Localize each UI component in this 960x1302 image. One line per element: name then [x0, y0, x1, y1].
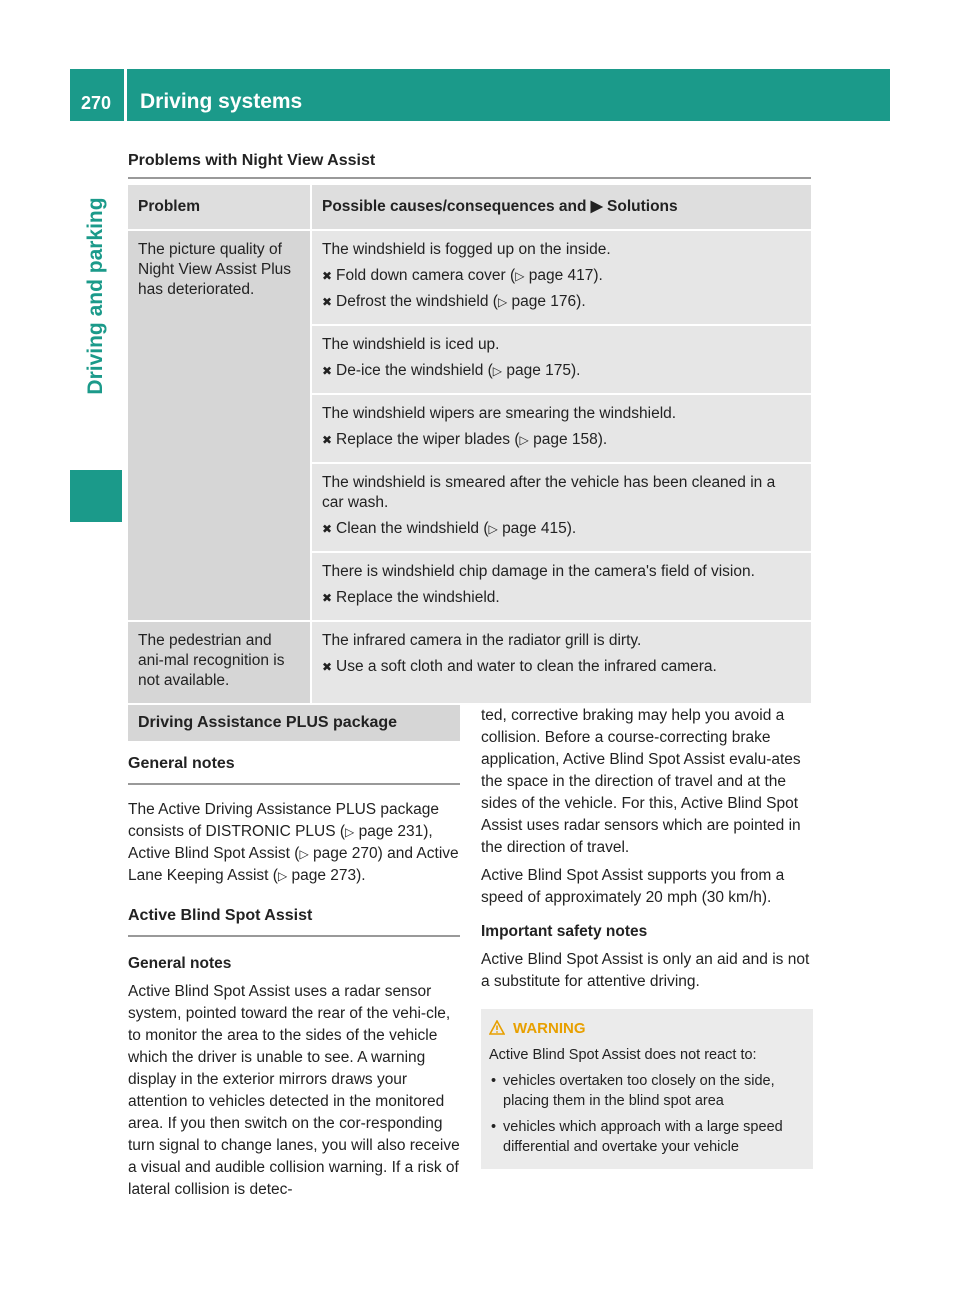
table-row: [128, 622, 811, 705]
warning-triangle-icon: [489, 1020, 505, 1035]
page-ref-icon: ▷: [299, 847, 309, 861]
blind-spot-text: Active Blind Spot Assist uses a radar sensor system, pointed toward the rear of the vehi-cle, to monitor the area to the sides of the vehicle which the driver is unable to see. A warning display in the exterior mirrors draws your attention to vehicles detected in the monitored area. If you then switch on the cor-responding turn signal to change lanes, you will also receive a visual and audible collision warning. If a risk of lateral collision is detec-: [128, 983, 460, 1198]
section-rule: [128, 177, 811, 179]
solution-step: ✖ Fold down camera cover (▷ page 417).: [322, 266, 801, 286]
general-notes-subheading: General notes: [128, 955, 232, 972]
left-column: [128, 705, 460, 1201]
solution-cell: [312, 553, 811, 622]
solution-cell: [312, 464, 811, 553]
play-arrow-icon: ▶: [590, 198, 603, 215]
side-tab: [70, 121, 122, 470]
page-ref-icon: ▷: [277, 869, 288, 883]
cause-text: The windshield is iced up.: [322, 336, 500, 353]
warning-heading: WARNING: [489, 1019, 803, 1039]
cause-text: There is windshield chip damage in the camera's field of vision.: [322, 563, 755, 580]
side-tab-marker: [70, 470, 122, 522]
solution-step: ✖ Clean the windshield (▷ page 415).: [322, 519, 801, 539]
page-ref-icon: ▷: [345, 825, 355, 839]
cause-text: The windshield is smeared after the vehicle has been cleaned in a car wash.: [322, 474, 776, 511]
package-title: Driving Assistance PLUS package: [128, 705, 460, 741]
cause-text: The infrared camera in the radiator grill is dirty.: [322, 632, 642, 649]
safety-heading: Important safety notes: [481, 923, 648, 940]
solution-cell: [312, 395, 811, 464]
page-ref-icon: ▷: [488, 522, 498, 536]
warning-item: • vehicles which approach with a large speed differential and overtake your vehicle: [489, 1117, 803, 1157]
table-row: [128, 231, 811, 326]
solution-step: ✖ Replace the windshield.: [322, 588, 801, 608]
warning-item: • vehicles overtaken too closely on the side, placing them in the blind spot area: [489, 1071, 803, 1111]
problems-table: [128, 185, 811, 705]
solution-step: ✖ De-ice the windshield (▷ page 175).: [322, 361, 801, 381]
page-number: 270: [80, 93, 112, 113]
table-header-row: [128, 185, 811, 231]
cause-text: The windshield wipers are smearing the windshield.: [322, 405, 677, 422]
warning-box: [481, 1009, 813, 1169]
side-tab-label: Driving and parking: [84, 196, 107, 395]
page-ref-icon: ▷: [515, 269, 525, 283]
right-column: [481, 705, 813, 1169]
warning-intro: Active Blind Spot Assist does not react to:: [489, 1047, 757, 1063]
solution-step: ✖ Use a soft cloth and water to clean the infrared camera.: [322, 657, 801, 677]
blind-spot-heading: Active Blind Spot Assist: [128, 905, 460, 937]
solution-cell: [312, 326, 811, 395]
col-solutions: Possible causes/consequences and ▶ Solutions: [312, 185, 811, 231]
col-problem: Problem: [128, 185, 312, 231]
problem-cell: The pedestrian and ani-mal recognition is not available.: [128, 622, 312, 705]
page-ref-icon: ▷: [519, 433, 529, 447]
section-title: Problems with Night View Assist: [128, 152, 376, 169]
solution-cell: [312, 231, 811, 326]
chapter-title: Driving systems: [140, 90, 303, 113]
safety-text: Active Blind Spot Assist is only an aid and is not a substitute for attentive driving.: [481, 951, 810, 990]
solution-cell: [312, 622, 811, 705]
solution-step: ✖ Replace the wiper blades (▷ page 158).: [322, 430, 801, 450]
general-notes-heading: General notes: [128, 753, 460, 785]
solution-step: ✖ Defrost the windshield (▷ page 176).: [322, 292, 801, 312]
page-ref-icon: ▷: [497, 295, 508, 309]
speed-text: Active Blind Spot Assist supports you from a speed of approximately 20 mph (30 km/h).: [481, 867, 785, 906]
cause-text: The windshield is fogged up on the inside.: [322, 241, 611, 258]
header-divider: [124, 69, 127, 121]
intro-paragraph: The Active Driving Assistance PLUS package consists of DISTRONIC PLUS (▷ page 231), Active Blind Spot Assist (▷ page 270) and Active Lane Keeping Assist (▷ page 273).: [128, 801, 459, 884]
page-ref-icon: ▷: [492, 364, 503, 378]
problem-cell: The picture quality of Night View Assist Plus has deteriorated.: [128, 231, 312, 622]
continued-text: ted, corrective braking may help you avoid a collision. Before a course-correcting brake application, Active Blind Spot Assist evalu-ates the space in the direction of travel and at the sides of the vehicle. For this, Active Blind Spot Assist uses radar sensors which are pointed in the direction of travel.: [481, 707, 801, 856]
